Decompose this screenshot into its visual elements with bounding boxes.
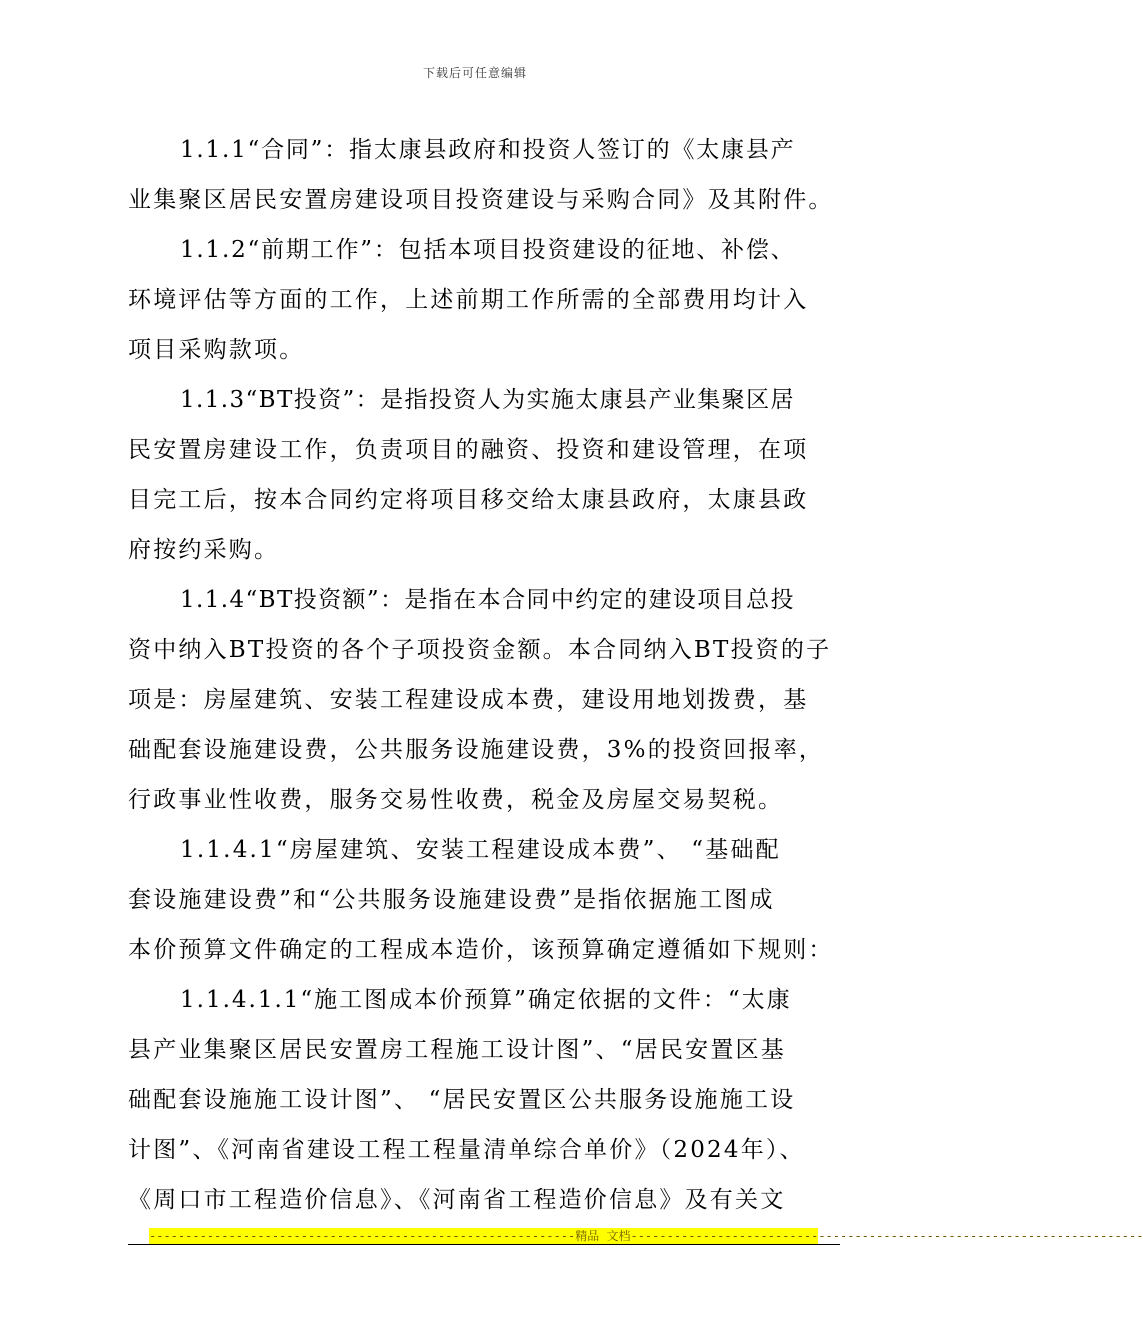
text-line: 民安置房建设工作，负责项目的融资、投资和建设管理，在项 <box>128 437 809 463</box>
text-line: 1.1.1“合同”：指太康县政府和投资人签订的《太康县产 <box>180 137 796 163</box>
footer-highlight-bar: -----------------------------------------------------------精品 文档----------------------------------------------------------------------- <box>149 1229 1143 1243</box>
text-line: 项目采购款项。 <box>128 337 305 363</box>
footer-divider <box>128 1244 840 1245</box>
text-line: 环境评估等方面的工作，上述前期工作所需的全部费用均计入 <box>128 287 809 313</box>
text-line: 目完工后，按本合同约定将项目移交给太康县政府，太康县政 <box>128 487 809 513</box>
text-line: 县产业集聚区居民安置房工程施工设计图”、“居民安置区基 <box>128 1037 786 1063</box>
text-line: 1.1.3“BT投资”：是指投资人为实施太康县产业集聚区居 <box>180 387 795 413</box>
text-line: 础配套设施施工设计图”、 “居民安置区公共服务设施施工设 <box>128 1087 796 1113</box>
text-line: 业集聚区居民安置房建设项目投资建设与采购合同》及其附件。 <box>128 187 834 213</box>
text-line: 计图”、《河南省建设工程工程量清单综合单价》（2024年）、 <box>128 1137 805 1163</box>
text-line: 府按约采购。 <box>128 537 280 563</box>
text-line: 套设施建设费”和“公共服务设施建设费”是指依据施工图成 <box>128 887 775 913</box>
text-line: 1.1.2“前期工作”：包括本项目投资建设的征地、补偿、 <box>180 237 796 263</box>
text-line: 资中纳入BT投资的各个子项投资金额。本合同纳入BT投资的子 <box>128 637 832 663</box>
text-line: 本价预算文件确定的工程成本造价，该预算确定遵循如下规则： <box>128 937 834 963</box>
text-line: 行政事业性收费，服务交易性收费，税金及房屋交易契税。 <box>128 787 784 813</box>
text-line: 项是：房屋建筑、安装工程建设成本费，建设用地划拨费，基 <box>128 687 809 713</box>
text-line: 1.1.4“BT投资额”：是指在本合同中约定的建设项目总投 <box>180 587 795 613</box>
text-line: 1.1.4.1.1“施工图成本价预算”确定依据的文件：“太康 <box>180 987 792 1013</box>
page-header-note: 下载后可任意编辑 <box>422 66 527 80</box>
text-line: 1.1.4.1“房屋建筑、安装工程建设成本费”、 “基础配 <box>180 837 781 863</box>
text-line: 础配套设施建设费，公共服务设施建设费，3%的投资回报率， <box>128 737 825 763</box>
text-line: 《周口市工程造价信息》、《河南省工程造价信息》及有关文 <box>128 1187 786 1213</box>
document-body <box>128 134 848 1234</box>
